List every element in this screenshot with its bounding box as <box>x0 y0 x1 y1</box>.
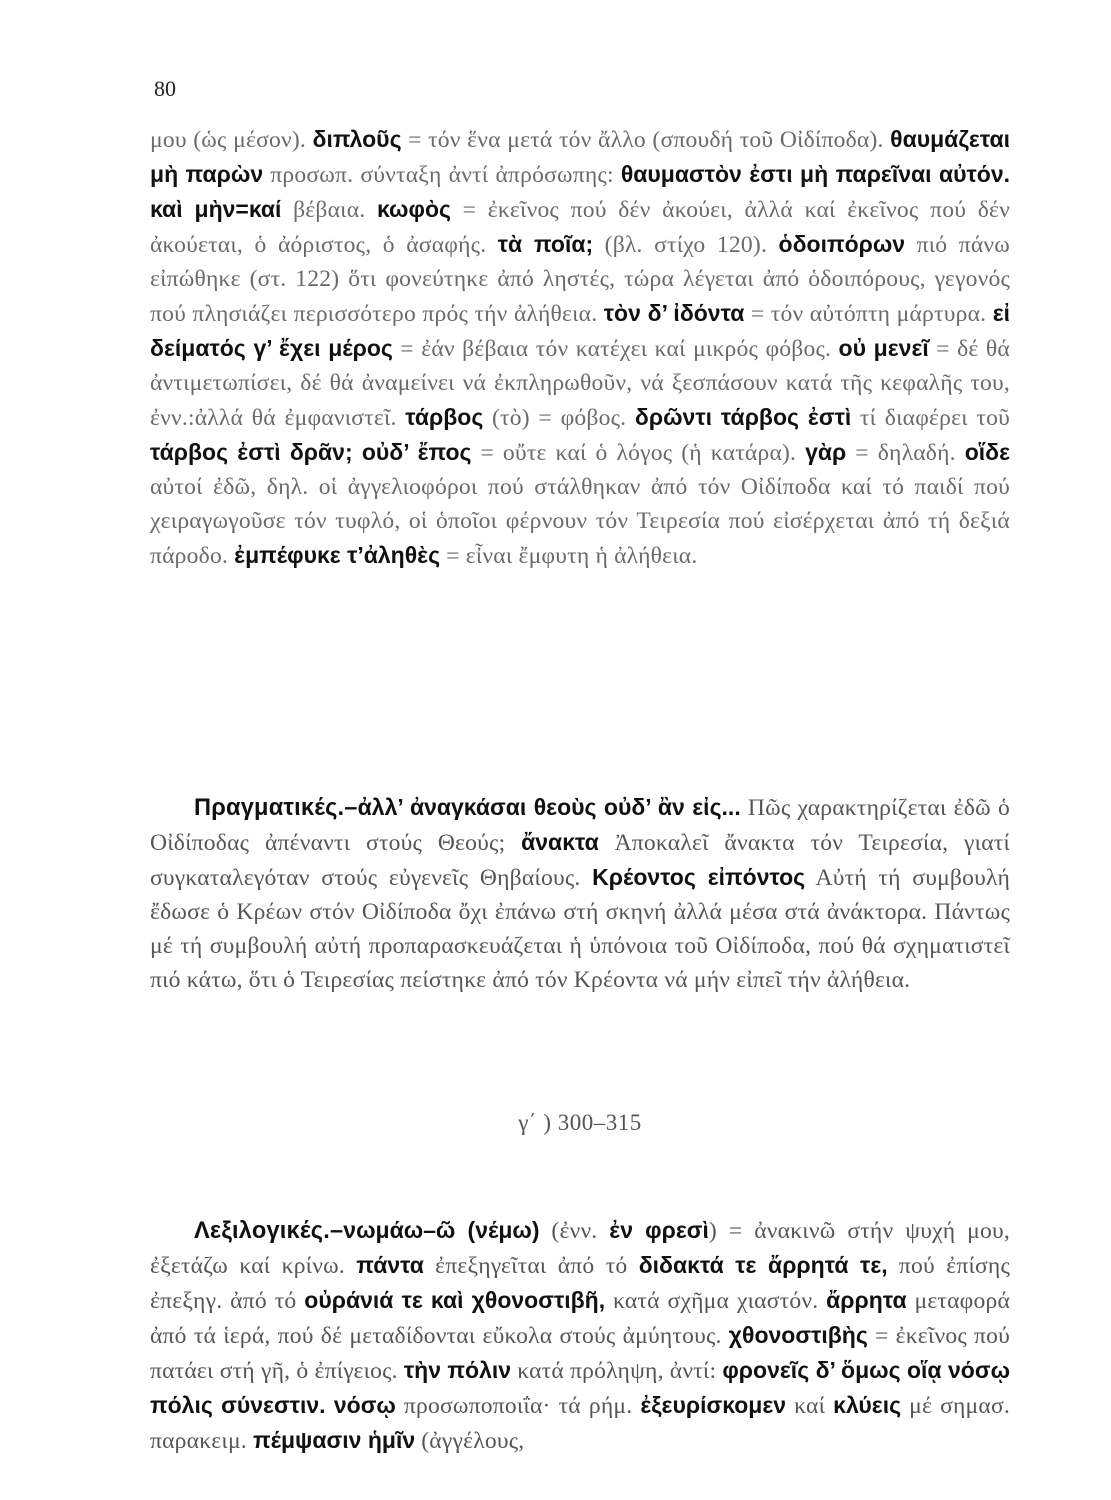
text-run: τί διαφέρει τοῦ <box>851 405 1010 431</box>
bold-term: φρονεῖς δ’ ὅμως οἵᾳ νόσῳ πόλις σύνεστιν. νόσῳ <box>150 1357 1010 1418</box>
text-run: ἐπεξηγεῖται ἀπό τό <box>423 1253 639 1279</box>
text-run: κατά πρόληψη, ἀντί: <box>511 1358 723 1384</box>
text-run: = ἐάν βέβαια τόν κατέχει καί μικρός φόβος. <box>392 336 839 362</box>
text-run: προσωποποιΐα· τά ρήμ. <box>395 1393 641 1419</box>
paragraph-glossary-continuation <box>150 122 1010 573</box>
text-run: κατά σχῆμα χιαστόν. <box>605 1288 827 1314</box>
text-run: = τόν ἕνα μετά τόν ἄλλο (σπουδή τοῦ Οἰδίποδα). <box>401 127 891 153</box>
text-run: βέβαια. <box>281 197 377 223</box>
bold-term: τὸν δ’ ἰδόντα <box>603 300 745 326</box>
bold-term: ὁδοιπόρων <box>778 231 906 257</box>
text-run: προσωπ. σύνταξη ἀντί ἀπρόσωπης: <box>263 162 621 188</box>
bold-term: Κρέοντος εἰπόντος <box>592 864 806 890</box>
bold-term: οὐ μενεῖ <box>838 335 929 361</box>
text-run: = ἐκεῖνος πού πατάει στή γῆ, ὁ ἐπίγειος. <box>150 1323 1010 1384</box>
bold-term: ἐμπέφυκε τ’ἀληθὲς <box>234 542 441 568</box>
bold-term: οἵδε <box>964 439 1010 465</box>
bold-term: τὰ ποῖα; <box>497 231 594 257</box>
text-run: μέ σημασ. παρακειμ. <box>150 1393 1010 1454</box>
text-run: = δηλαδή. <box>846 440 965 466</box>
bold-term: τὴν πόλιν <box>403 1357 512 1383</box>
bold-term: γὰρ <box>805 439 847 465</box>
bold-term: ἄρρητα <box>826 1287 907 1313</box>
text-run: μου (ὡς μέσον). <box>150 127 313 153</box>
bold-term: θαυμάζεται μὴ παρὼν <box>150 126 1010 187</box>
bold-term: θαυμαστὸν ἐστι μὴ παρεῖναι αὐτόν. καὶ μὴν=καί <box>150 161 1010 222</box>
bold-term: πάντα <box>356 1252 424 1278</box>
text-run: Αὐτή τή συμβουλή ἔδωσε ὁ Κρέων στόν Οἰδίποδα ὄχι ἐπάνω στή σκηνή ἀλλά μέσα στά ἀνάκτορα. Πάντως μέ τή συμβουλή αὐτή προπαρασκευάζεται ἡ ὑπόνοια τοῦ Οἰδίποδα, πού θά σχηματιστεῖ πιό κάτω, ὅτι ὁ Τειρεσίας πείστηκε ἀπό τόν Κρέοντα νά μήν εἰπεῖ τήν ἀλήθεια. <box>150 865 1010 993</box>
bold-term: τάρβος <box>405 404 484 430</box>
text-run: (τὸ) = φόβος. <box>483 405 635 431</box>
text-run: (ἐνν. <box>539 1218 610 1244</box>
section-heading: γ΄ ) 300–315 <box>518 1110 642 1135</box>
text-run: (βλ. στίχο 120). <box>593 232 779 258</box>
text-run: Πῶς χαρακτηρίζεται ἐδῶ ὁ Οἰδίποδας ἀπέναντι στούς Θεούς; <box>150 795 1010 856</box>
text-run: = ἐκεῖνος πού δέν ἀκούει, ἀλλά καί ἐκεῖνος πού δέν ἀκούεται, ὁ ἀόριστος, ὁ ἀσαφής. <box>150 197 1010 258</box>
note-category-label: Πραγματικές.– <box>194 795 358 821</box>
bold-term: οὐράνιά τε καὶ χθονοστιβῆ, <box>304 1287 606 1313</box>
text-run: (ἀγγέλους, <box>415 1428 525 1454</box>
bold-term: ἐν φρεσὶ <box>609 1217 709 1243</box>
bold-term: κλύεις <box>833 1392 902 1418</box>
bold-term: διδακτά τε ἄρρητά τε, <box>638 1252 888 1278</box>
bold-term: πέμψασιν ἡμῖν <box>253 1427 416 1453</box>
page-number: 80 <box>154 76 176 101</box>
text-run: πιό πάνω εἰπώθηκε (στ. 122) ὅτι φονεύτηκε ἀπό ληστές, τώρα λέγεται ἀπό ὁδοιπόρους, γεγονός πού πλησιάζει περισσότερο πρός τήν ἀλήθεια. <box>150 232 1010 327</box>
bold-term: χθονοστιβὴς <box>728 1322 868 1348</box>
bold-term: τάρβος ἐστὶ δρᾶν; οὐδ’ ἔπος <box>150 439 472 465</box>
text-run: = οὔτε καί ὁ λόγος (ἡ κατάρα). <box>471 440 806 466</box>
text-run: = τόν αὐτόπτη μάρτυρα. <box>744 301 993 327</box>
paragraph-lexical-notes <box>150 1213 1010 1458</box>
text-run: αὐτοί ἐδῶ, δηλ. οἱ ἀγγελιοφόροι πού στάλθηκαν ἀπό τόν Οἰδίποδα καί τό παιδί πού χειραγωγοῦσε τόν τυφλό, οἱ ὁποῖοι φέρνουν τόν Τειρεσία πού εἰσέρχεται ἀπό τή δεξιά πάροδο. <box>150 474 1010 569</box>
bold-term: ἀλλ’ ἀναγκάσαι θεοὺς οὐδ’ ἂν εἰς... <box>357 794 741 820</box>
bold-term: ἄνακτα <box>521 829 599 855</box>
note-category-label: Λεξιλογικές.– <box>194 1218 344 1244</box>
text-run: ) = ἀνακινῶ στήν ψυχή μου, ἐξετάζω καί κρίνω. <box>150 1218 1010 1279</box>
text-run: μεταφορά ἀπό τά ἱερά, πού δέ μεταδίδονται εὔκολα στούς ἀμύητους. <box>150 1288 1011 1349</box>
bold-term: διπλοῦς <box>312 126 402 152</box>
bold-term: δρῶντι τάρβος ἐστὶ <box>634 404 852 430</box>
text-run: = δέ θά ἀντιμετωπίσει, δέ θά ἀναμείνει νά ἐκπληρωθοῦν, νά ξεσπάσουν κατά τῆς κεφαλῆς του, ἐνν.:ἀλλά θά ἐμφανιστεῖ. <box>150 336 1010 431</box>
bold-term: κωφὸς <box>377 196 451 222</box>
book-page <box>150 70 1010 1470</box>
paragraph-factual-notes <box>150 790 1010 997</box>
bold-term: ἐξευρίσκομεν <box>640 1392 787 1418</box>
bold-term: εἰ δείματός γ’ ἔχει μέρος <box>150 300 1010 361</box>
bold-term: νωμάω–ῶ (νέμω) <box>343 1217 540 1243</box>
text-run: πού ἐπίσης ἐπεξηγ. ἀπό τό <box>150 1253 1010 1314</box>
text-run: Ἀποκαλεῖ ἄνακτα τόν Τειρεσία, γιατί συγκαταλεγόταν στούς εὐγενεῖς Θηβαίους. <box>150 830 1010 891</box>
text-run: καί <box>786 1393 834 1419</box>
text-run: = εἶναι ἔμφυτη ἡ ἀλήθεια. <box>440 543 698 569</box>
